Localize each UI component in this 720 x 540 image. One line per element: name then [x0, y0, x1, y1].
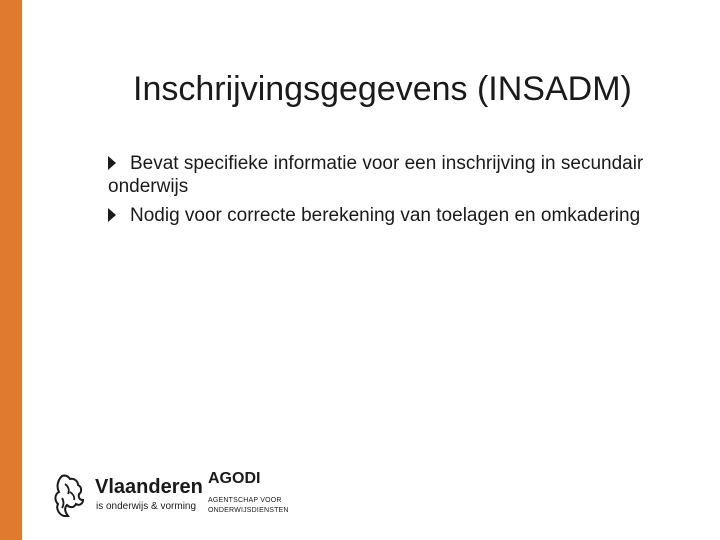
agodi-logo-text: AGODI	[208, 470, 261, 487]
flemish-lion-icon	[50, 472, 88, 518]
bullet-list	[108, 152, 688, 233]
slide-title: Inschrijvingsgegevens (INSADM)	[133, 70, 632, 108]
bullet-item	[108, 152, 688, 198]
bullet-text: Nodig voor correcte berekening van toelagen en omkadering	[130, 205, 641, 226]
bullet-arrow-icon	[108, 208, 116, 222]
vlaanderen-logo-text: Vlaanderen	[95, 476, 203, 498]
bullet-item	[108, 204, 688, 227]
bullet-text: Bevat specifieke informatie voor een inschrijving in secundair onderwijs	[108, 153, 644, 197]
agodi-subtitle: AGENTSCHAP VOOR ONDERWIJSDIENSTEN	[208, 497, 289, 514]
accent-bar	[0, 0, 22, 540]
bullet-arrow-icon	[108, 156, 116, 170]
vlaanderen-subtitle: is onderwijs & vorming	[96, 501, 197, 512]
footer-logos	[50, 470, 300, 522]
